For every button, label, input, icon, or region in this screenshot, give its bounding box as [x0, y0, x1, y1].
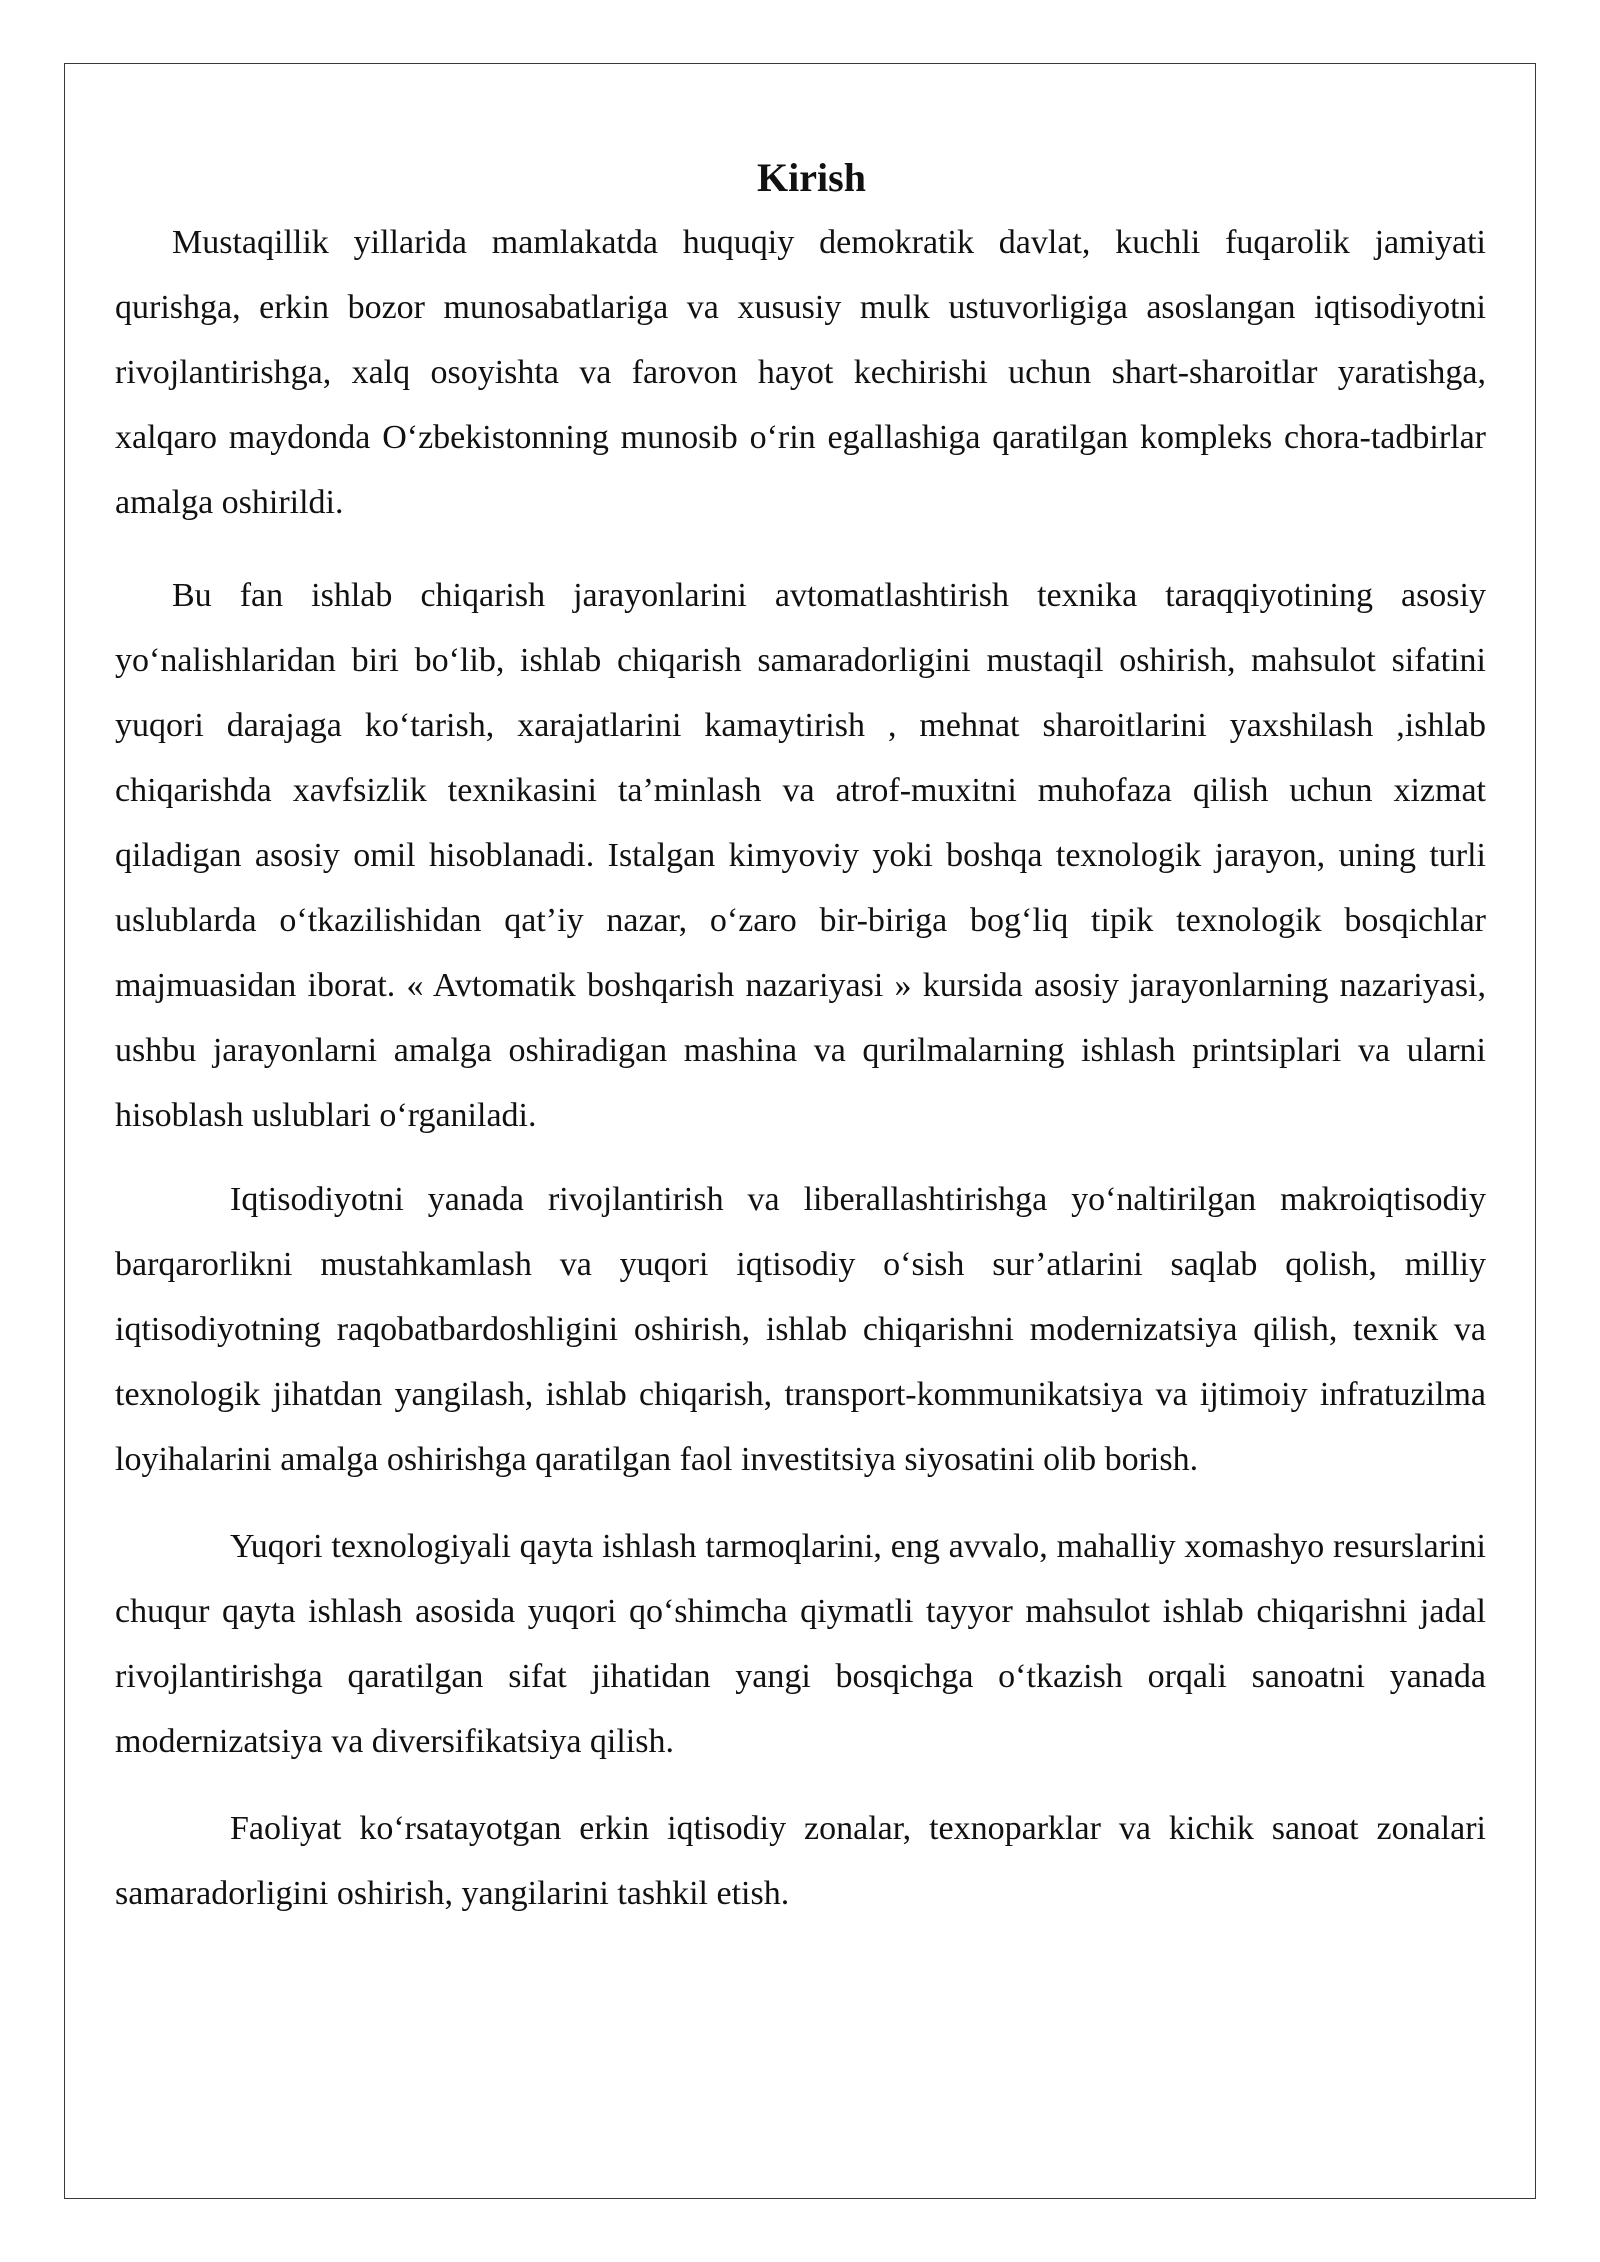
paragraph-2: Bu fan ishlab chiqarish jarayonlarini avtomatlashtirish texnika taraqqiyotining asosiy yo‘nalishlaridan biri bo‘lib, ishlab chiqarish samaradorligini mustaqil oshirish, mahsulot sifatini yuqori darajaga ko‘tarish, xarajatlarini kamaytirish , mehnat sharoitlarini yaxshilash ,ishlab chiqarishda xavfsizlik texnikasini ta’minlash va atrof-muxitni muhofaza qilish uchun xizmat qiladigan asosiy omil hisoblanadi. Istalgan kimyoviy yoki boshqa texnologik jarayon, uning turli uslublarda o‘tkazilishidan qat’iy nazar, o‘zaro bir-biriga bog‘liq tipik texnologik bosqichlar majmuasidan iborat. « Avtomatik boshqarish nazariyasi » kursida asosiy jarayonlarning nazariyasi, ushbu jarayonlarni amalga oshiradigan mashina va qurilmalarning ishlash printsiplari va ularni hisoblash uslublari o‘rganiladi. [115, 577, 1486, 1134]
paragraph-5: Faoliyat ko‘rsatayotgan erkin iqtisodiy zonalar, texnoparklar va kichik sanoat zonalari samaradorligini oshirish, yangilarini tashkil etish. [115, 1810, 1486, 1912]
paragraph-4: Yuqori texnologiyali qayta ishlash tarmoqlarini, eng avvalo, mahalliy xomashyo resurslarini chuqur qayta ishlash asosida yuqori qo‘shimcha qiymatli tayyor mahsulot ishlab chiqarishni jadal rivojlantirishga qaratilgan sifat jihatidan yangi bosqichga o‘tkazish orqali sanoatni yanada modernizatsiya va diversifikatsiya qilish. [115, 1528, 1486, 1760]
document-body [115, 148, 1486, 1926]
paragraph-1: Mustaqillik yillarida mamlakatda huquqiy demokratik davlat, kuchli fuqarolik jamiyati qurishga, erkin bozor munosabatlariga va xususiy mulk ustuvorligiga asoslangan iqtisodiyotni rivojlantirishga, xalq osoyishta va farovon hayot kechirishi uchun shart-sharoitlar yaratishga, xalqaro maydonda O‘zbekistonning munosib o‘rin egallashiga qaratilgan kompleks chora-tadbirlar amalga oshirildi. [115, 224, 1486, 521]
document-title: Kirish [757, 155, 866, 200]
paragraph-3: Iqtisodiyotni yanada rivojlantirish va liberallashtirishga yo‘naltirilgan makroiqtisodiy barqarorlikni mustahkamlash va yuqori iqtisodiy o‘sish sur’atlarini saqlab qolish, milliy iqtisodiyotning raqobatbardoshligini oshirish, ishlab chiqarishni modernizatsiya qilish, texnik va texnologik jihatdan yangilash, ishlab chiqarish, transport-kommunikatsiya va ijtimoiy infratuzilma loyihalarini amalga oshirishga qaratilgan faol investitsiya siyosatini olib borish. [115, 1181, 1486, 1478]
